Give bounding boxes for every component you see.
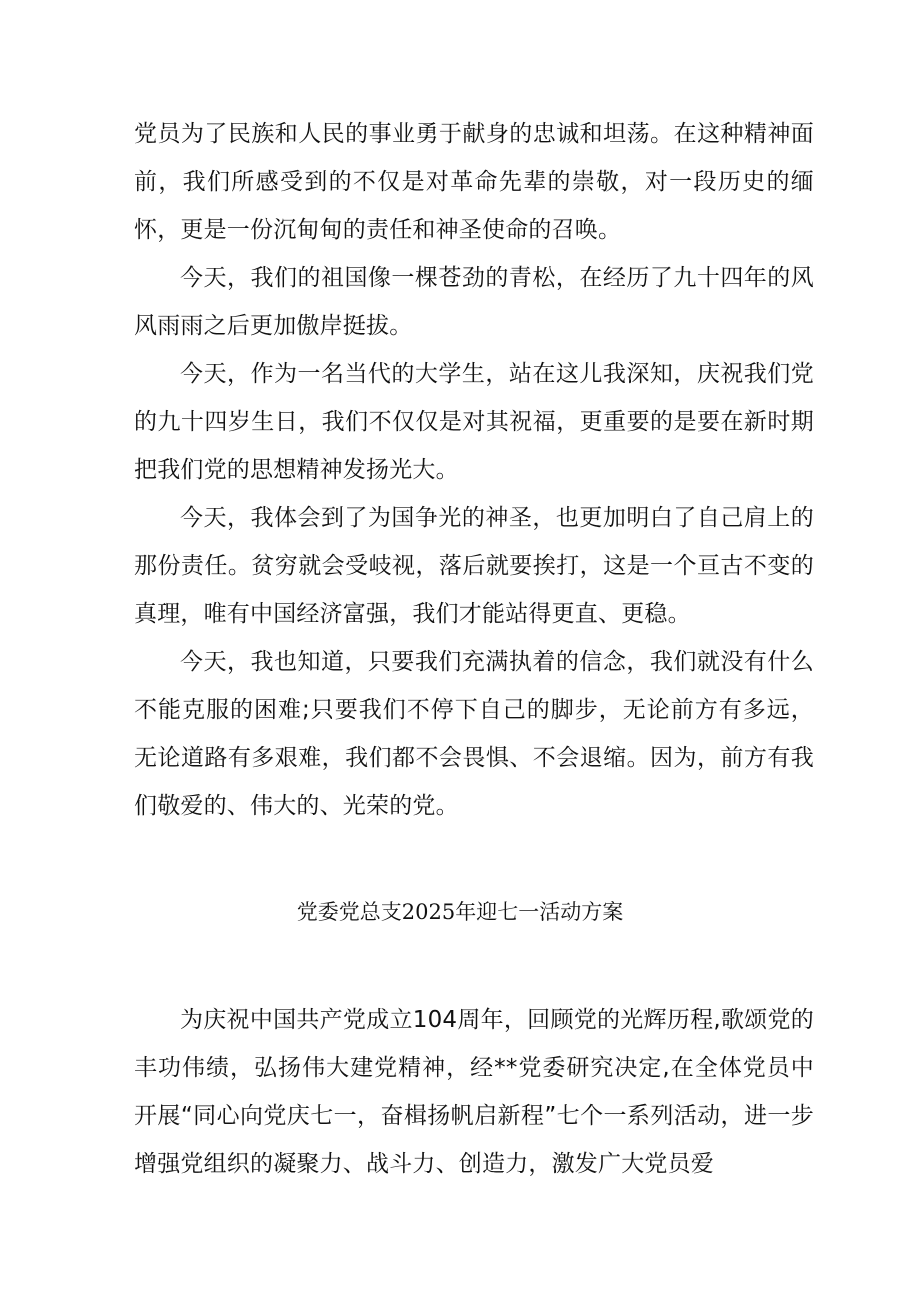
section-title: 党委党总支2025年迎七一活动方案 [296,900,624,924]
paragraph-1: 党员为了民族和人民的事业勇于献身的忠诚和坦荡。在这种精神面前，我们所感受到的不仅是对革命先辈的崇敬，对一段历史的缅怀，更是一份沉甸甸的责任和神圣使命的召唤。 [134,121,814,243]
paragraph-5: 今天，我也知道，只要我们充满执着的信念，我们就没有什么不能克服的困难;只要我们不停下自己的脚步，无论前方有多远，无论道路有多艰难，我们都不会畏惧、不会退缩。因为，前方有我们敬爱的、伟大的、光荣的党。 [134,649,814,819]
section-body-text [134,996,814,1188]
paragraph-2: 今天，我们的祖国像一棵苍劲的青松，在经历了九十四年的风风雨雨之后更加傲岸挺拔。 [134,265,814,339]
paragraph-3: 今天，作为一名当代的大学生，站在这儿我深知，庆祝我们党的九十四岁生日，我们不仅仅是对其祝福，更重要的是要在新时期把我们党的思想精神发扬光大。 [134,361,814,483]
section-paragraph-1: 为庆祝中国共产党成立104周年，回顾党的光辉历程,歌颂党的丰功伟绩，弘扬伟大建党精神，经**党委研究决定,在全体党员中开展“同心向党庆七一，奋楫扬帆启新程”七个一系列活动，进一步增强党组织的凝聚力、战斗力、创造力，激发广大党员爱 [134,1007,814,1177]
paragraph-4: 今天，我体会到了为国争光的神圣，也更加明白了自己肩上的那份责任。贫穷就会受岐视，落后就要挨打，这是一个亘古不变的真理，唯有中国经济富强，我们才能站得更直、更稳。 [134,505,814,627]
body-text [134,110,814,830]
